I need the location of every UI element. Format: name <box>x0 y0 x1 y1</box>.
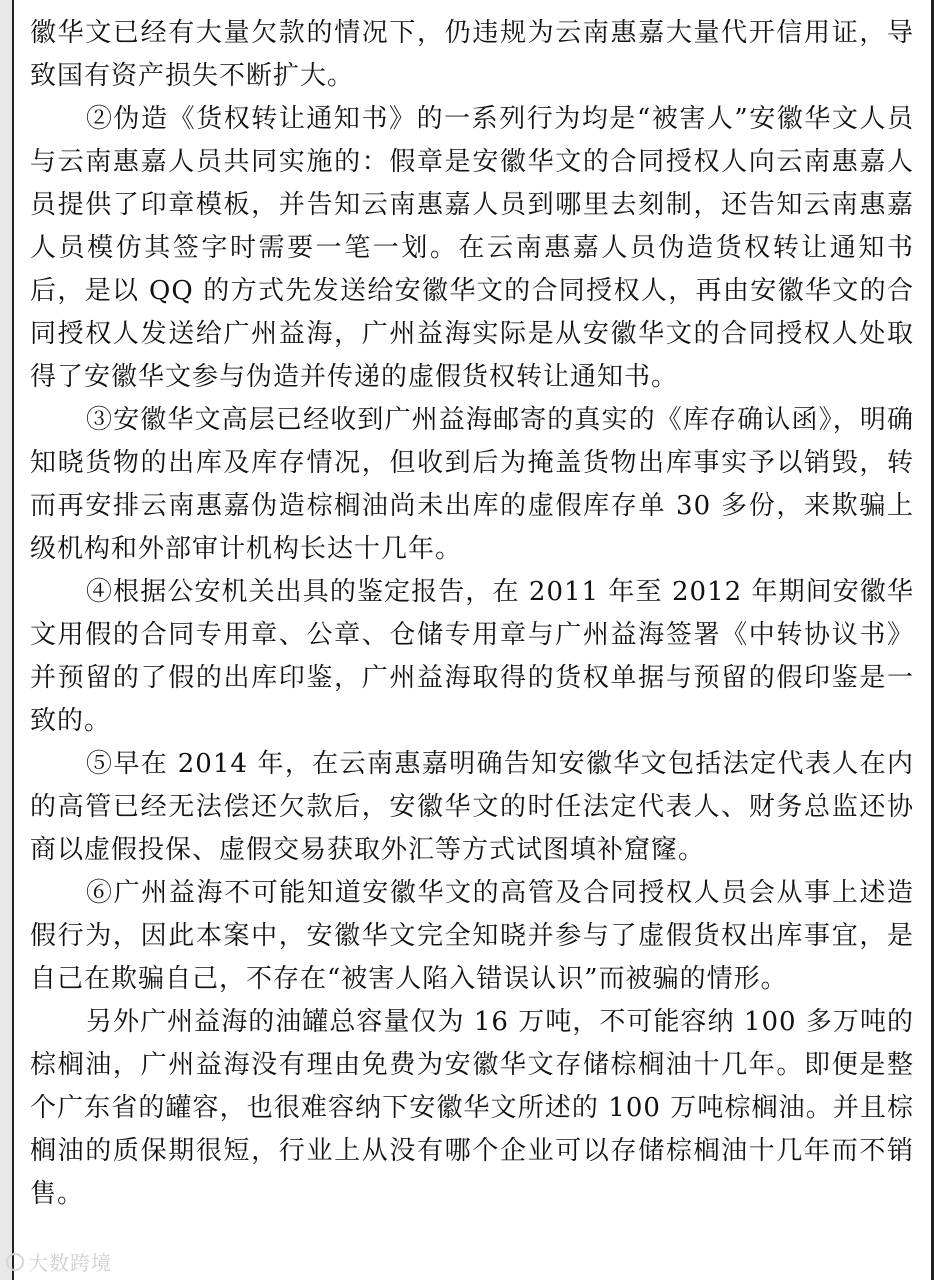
watermark-logo-icon <box>6 1253 24 1271</box>
paragraph-point-5: ⑤早在 2014 年，在云南惠嘉明确告知安徽华文包括法定代表人在内的高管已经无法偿还欠款后，安徽华文的时任法定代表人、财务总监还协商以虚假投保、虚假交易获取外汇等方式试图填补窟窿。 <box>30 749 914 865</box>
paragraph-additional: 另外广州益海的油罐总容量仅为 16 万吨，不可能容纳 100 多万吨的棕榈油，广州益海没有理由免费为安徽华文存储棕榈油十几年。即便是整个广东省的罐容，也很难容纳下安徽华文所述的 100 万吨棕榈油。并且棕榈油的质保期很短，行业上从没有哪个企业可以存储棕榈油十几年而不销售。 <box>30 1007 914 1209</box>
paragraph-point-2: ②伪造《货权转让通知书》的一系列行为均是“被害人”安徽华文人员与云南惠嘉人员共同实施的：假章是安徽华文的合同授权人向云南惠嘉人员提供了印章模板，并告知云南惠嘉人员到哪里去刻制，还告知云南惠嘉人员模仿其签字时需要一笔一划。在云南惠嘉人员伪造货权转让通知书后，是以 QQ 的方式先发送给安徽华文的合同授权人，再由安徽华文的合同授权人发送给广州益海，广州益海实际是从安徽华文的合同授权人处取得了安徽华文参与伪造并传递的虚假货权转让通知书。 <box>30 104 914 392</box>
paragraph-point-6: ⑥广州益海不可能知道安徽华文的高管及合同授权人员会从事上述造假行为，因此本案中，安徽华文完全知晓并参与了虚假货权出库事宜，是自己在欺骗自己，不存在“被害人陷入错误认识”而被骗的情形。 <box>30 878 914 994</box>
watermark-text: 大数跨境 <box>28 1251 112 1275</box>
left-margin-border <box>0 0 14 1280</box>
paragraph-point-3: ③安徽华文高层已经收到广州益海邮寄的真实的《库存确认函》，明确知晓货物的出库及库存情况，但收到后为掩盖货物出库事实予以销毁，转而再安排云南惠嘉伪造棕榈油尚未出库的虚假库存单 30 多份，来欺骗上级机构和外部审计机构长达十几年。 <box>30 405 914 564</box>
watermark <box>6 1247 112 1276</box>
document-body <box>30 12 914 1216</box>
paragraph-point-4: ④根据公安机关出具的鉴定报告，在 2011 年至 2012 年期间安徽华文用假的合同专用章、公章、仓储专用章与广州益海签署《中转协议书》并预留的了假的出库印鉴，广州益海取得的货权单据与预留的假印鉴是一致的。 <box>30 577 914 736</box>
paragraph-continuation: 徽华文已经有大量欠款的情况下，仍违规为云南惠嘉大量代开信用证，导致国有资产损失不断扩大。 <box>30 18 914 91</box>
